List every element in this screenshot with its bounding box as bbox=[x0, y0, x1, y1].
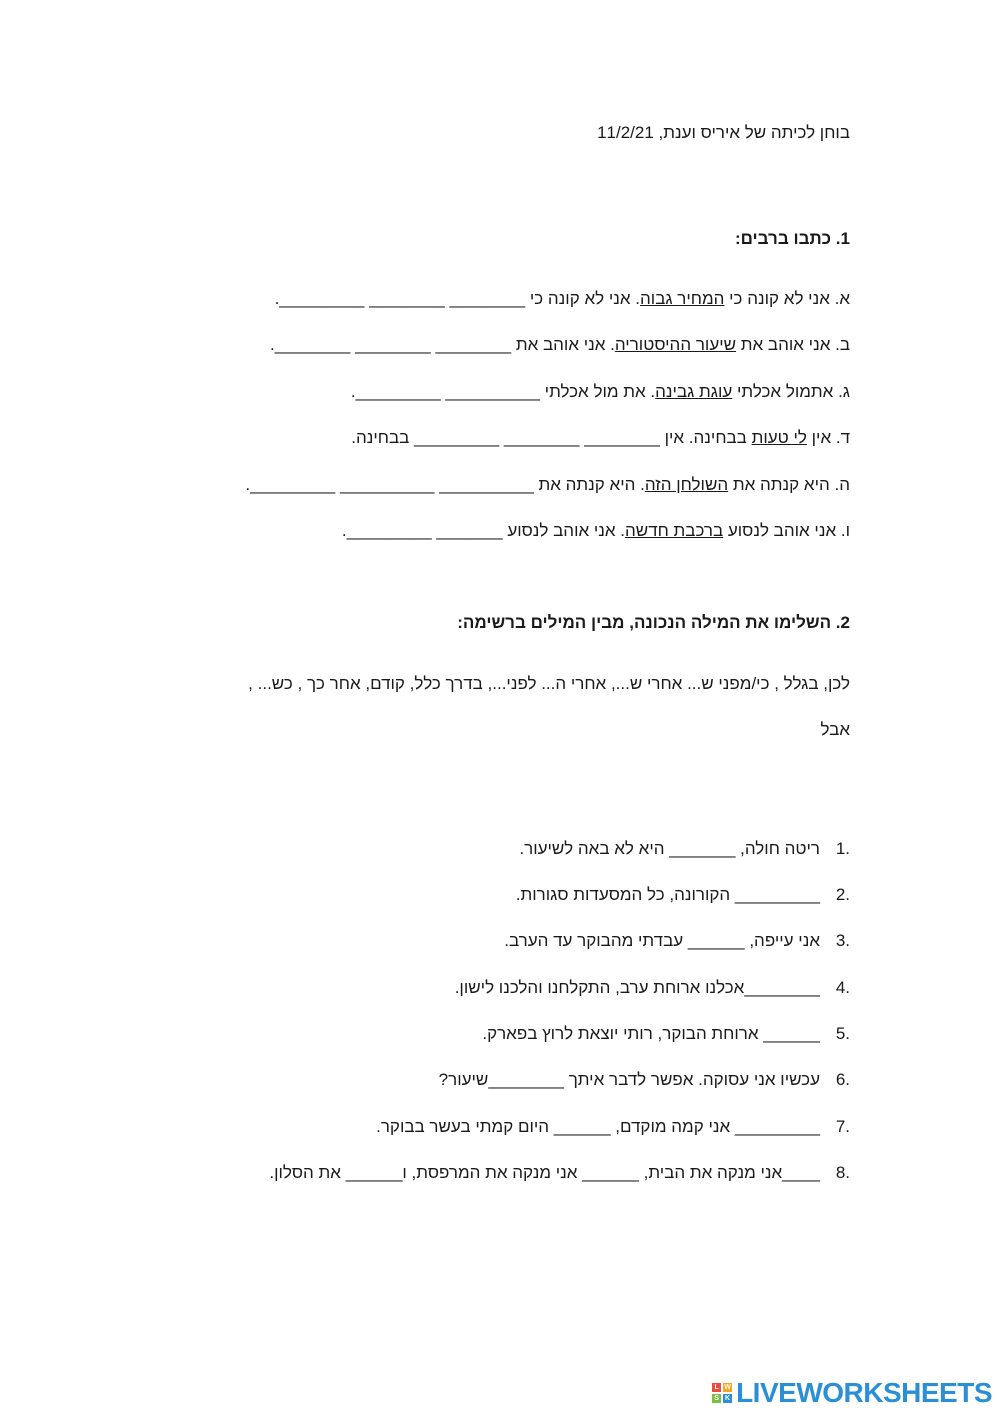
item-underlined: המחיר גבוה bbox=[640, 289, 725, 308]
section1-item bbox=[150, 429, 850, 446]
item-underlined: שיעור ההיסטוריה bbox=[614, 335, 737, 354]
list-item: _________ אני קמה מוקדם, ______ היום קמתי בעשר בבוקר. bbox=[376, 1117, 820, 1136]
item-pre: ב. אני אוהב את bbox=[736, 335, 850, 354]
item-post: . היא קנתה את __________ __________ _________. bbox=[245, 475, 645, 494]
list-item: ______ ארוחת הבוקר, רותי יוצאת לרוץ בפארק. bbox=[482, 1024, 820, 1043]
list-item: _________ הקורונה, כל המסעדות סגורות. bbox=[515, 885, 820, 904]
page-title: בוחן לכיתה של איריס וענת, 11/2/21 bbox=[597, 123, 850, 142]
item-post: . אני אוהב את ________ ________ ________. bbox=[270, 335, 615, 354]
item-post: . את מול אכלתי __________ _________. bbox=[350, 382, 656, 401]
word-bank-line-1: לכן, בגלל , כי/מפני ש... אחרי ש..., אחרי ה... לפני..., בדרך כלל, קודם, אחר כך , כש... , bbox=[248, 674, 850, 693]
list-item: אני עייפה, ______ עבדתי מהבוקר עד הערב. bbox=[504, 931, 820, 950]
item-number: 1. bbox=[835, 839, 850, 858]
logo-tile-k: K bbox=[725, 1395, 731, 1402]
list-item: עכשיו אני עסוקה. אפשר לדבר איתך ________שיעור? bbox=[438, 1070, 820, 1089]
item-number: 5. bbox=[835, 1024, 850, 1043]
section2-heading: 2. השלימו את המילה הנכונה, מבין המילים ברשימה: bbox=[457, 613, 850, 632]
list-item: ____אני מנקה את הבית, ______ אני מנקה את המרפסת, ו______ את הסלון. bbox=[269, 1163, 820, 1182]
item-number: 6. bbox=[835, 1070, 850, 1089]
item-underlined: עוגת גבינה bbox=[655, 382, 733, 401]
section1-heading: 1. כתבו ברבים: bbox=[734, 229, 850, 248]
word-bank-line-2: אבל bbox=[820, 720, 850, 739]
item-number: 8. bbox=[835, 1163, 850, 1182]
item-pre: ו. אני אוהב לנסוע bbox=[723, 521, 850, 540]
section1-item bbox=[150, 336, 850, 353]
list-item: ריטה חולה, _______ היא לא באה לשיעור. bbox=[519, 839, 820, 858]
item-number: 2. bbox=[835, 885, 850, 904]
item-pre: א. אני לא קונה כי bbox=[724, 289, 850, 308]
item-post: בבחינה. אין ________ ________ _________ בבחינה. bbox=[351, 428, 752, 447]
list-item: ________אכלנו ארוחת ערב, התקלחנו והלכנו לישון. bbox=[454, 978, 820, 997]
item-underlined: ברכבת חדשה bbox=[625, 521, 724, 540]
section1-item bbox=[150, 522, 850, 539]
item-pre: ד. אין bbox=[806, 428, 850, 447]
section1-item bbox=[150, 476, 850, 493]
item-pre: ג. אתמול אכלתי bbox=[732, 382, 850, 401]
item-number: 7. bbox=[835, 1117, 850, 1136]
item-underlined: לי טעות bbox=[751, 428, 807, 447]
item-underlined: השולחן הזה bbox=[644, 475, 729, 494]
liveworksheets-logo bbox=[712, 1378, 992, 1408]
item-post: . אני לא קונה כי ________ ________ _________. bbox=[274, 289, 640, 308]
section1-item bbox=[150, 290, 850, 307]
item-post: . אני אוהב לנסוע _______ _________. bbox=[341, 521, 626, 540]
item-number: 3. bbox=[835, 931, 850, 950]
section1-item bbox=[150, 383, 850, 400]
brand-name: LIVEWORKSHEETS bbox=[736, 1377, 992, 1408]
item-pre: ה. היא קנתה את bbox=[728, 475, 850, 494]
liveworksheets-icon bbox=[712, 1383, 732, 1403]
logo-tile-l: L bbox=[712, 1383, 721, 1392]
logo-tile-w: W bbox=[724, 1384, 731, 1391]
item-number: 4. bbox=[835, 978, 850, 997]
logo-tile-s: S bbox=[712, 1394, 721, 1403]
